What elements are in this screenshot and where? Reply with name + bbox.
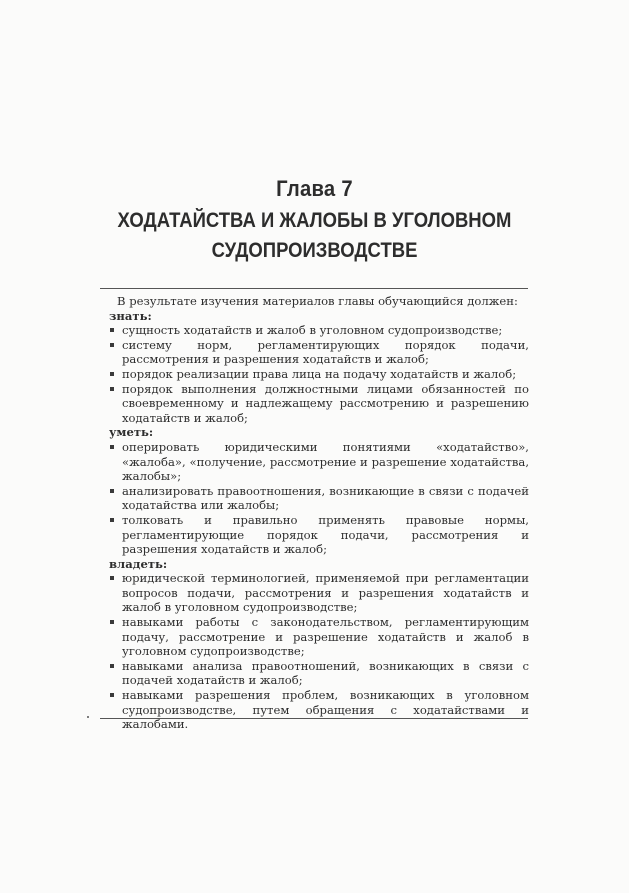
list-item: порядок выполнения должностными лицами обязанностей по своевременному и надлежащему рассмотрению и разрешению ходатайств и жалоб; [109, 382, 529, 426]
can-list [109, 440, 529, 557]
chapter-title-line-1: ХОДАТАЙСТВА И ЖАЛОБЫ В УГОЛОВНОМ [117, 209, 512, 232]
list-item: сущность ходатайств и жалоб в уголовном судопроизводстве; [109, 323, 529, 338]
bullet-square-icon [110, 372, 114, 376]
top-divider [100, 288, 528, 289]
section-can [109, 425, 529, 556]
section-possess [109, 557, 529, 732]
bullet-square-icon [110, 328, 114, 332]
bullet-square-icon [110, 387, 114, 391]
possess-list [109, 571, 529, 732]
bullet-square-icon [110, 518, 114, 522]
list-item: навыками разрешения проблем, возникающих в уголовном судопроизводстве, путем обращения с ходатайствами и жалобами. [109, 688, 529, 732]
section-know [109, 309, 529, 426]
learning-objectives [109, 294, 529, 732]
list-item: систему норм, регламентирующих порядок подачи, рассмотрения и разрешения ходатайств и жалоб; [109, 338, 529, 367]
bullet-square-icon [110, 489, 114, 493]
list-item: оперировать юридическими понятиями «ходатайство», «жалоба», «получение, рассмотрение и разрешение ходатайства, жалобы»; [109, 440, 529, 484]
bullet-square-icon [110, 620, 114, 624]
objectives-intro: В результате изучения материалов главы обучающийся должен: [117, 294, 518, 308]
list-item: навыками работы с законодательством, регламентирующим подачу, рассмотрение и разрешение ходатайств и жалоб в уголовном судопроизводстве; [109, 615, 529, 659]
bottom-divider [100, 718, 528, 719]
chapter-number: Глава 7 [276, 176, 353, 201]
bullet-square-icon [110, 693, 114, 697]
section-heading: владеть: [109, 556, 168, 571]
list-item: анализировать правоотношения, возникающие в связи с подачей ходатайства или жалобы; [109, 484, 529, 513]
know-list [109, 323, 529, 425]
section-heading: уметь: [109, 425, 154, 440]
bullet-square-icon [110, 576, 114, 580]
list-item: юридической терминологией, применяемой при регламентации вопросов подачи, рассмотрения и разрешения ходатайств и жалоб в уголовном судопроизводстве; [109, 571, 529, 615]
bullet-square-icon [110, 445, 114, 449]
margin-dot [87, 716, 89, 718]
chapter-title [91, 206, 539, 266]
list-item: толковать и правильно применять правовые нормы, регламентирующие порядок подачи, рассмотрения и разрешения ходатайств и жалоб; [109, 513, 529, 557]
section-heading: знать: [109, 308, 152, 323]
list-item: навыками анализа правоотношений, возникающих в связи с подачей ходатайств и жалоб; [109, 659, 529, 688]
chapter-title-line-2: СУДОПРОИЗВОДСТВЕ [211, 239, 418, 262]
list-item: порядок реализации права лица на подачу ходатайств и жалоб; [109, 367, 529, 382]
bullet-square-icon [110, 664, 114, 668]
bullet-square-icon [110, 343, 114, 347]
